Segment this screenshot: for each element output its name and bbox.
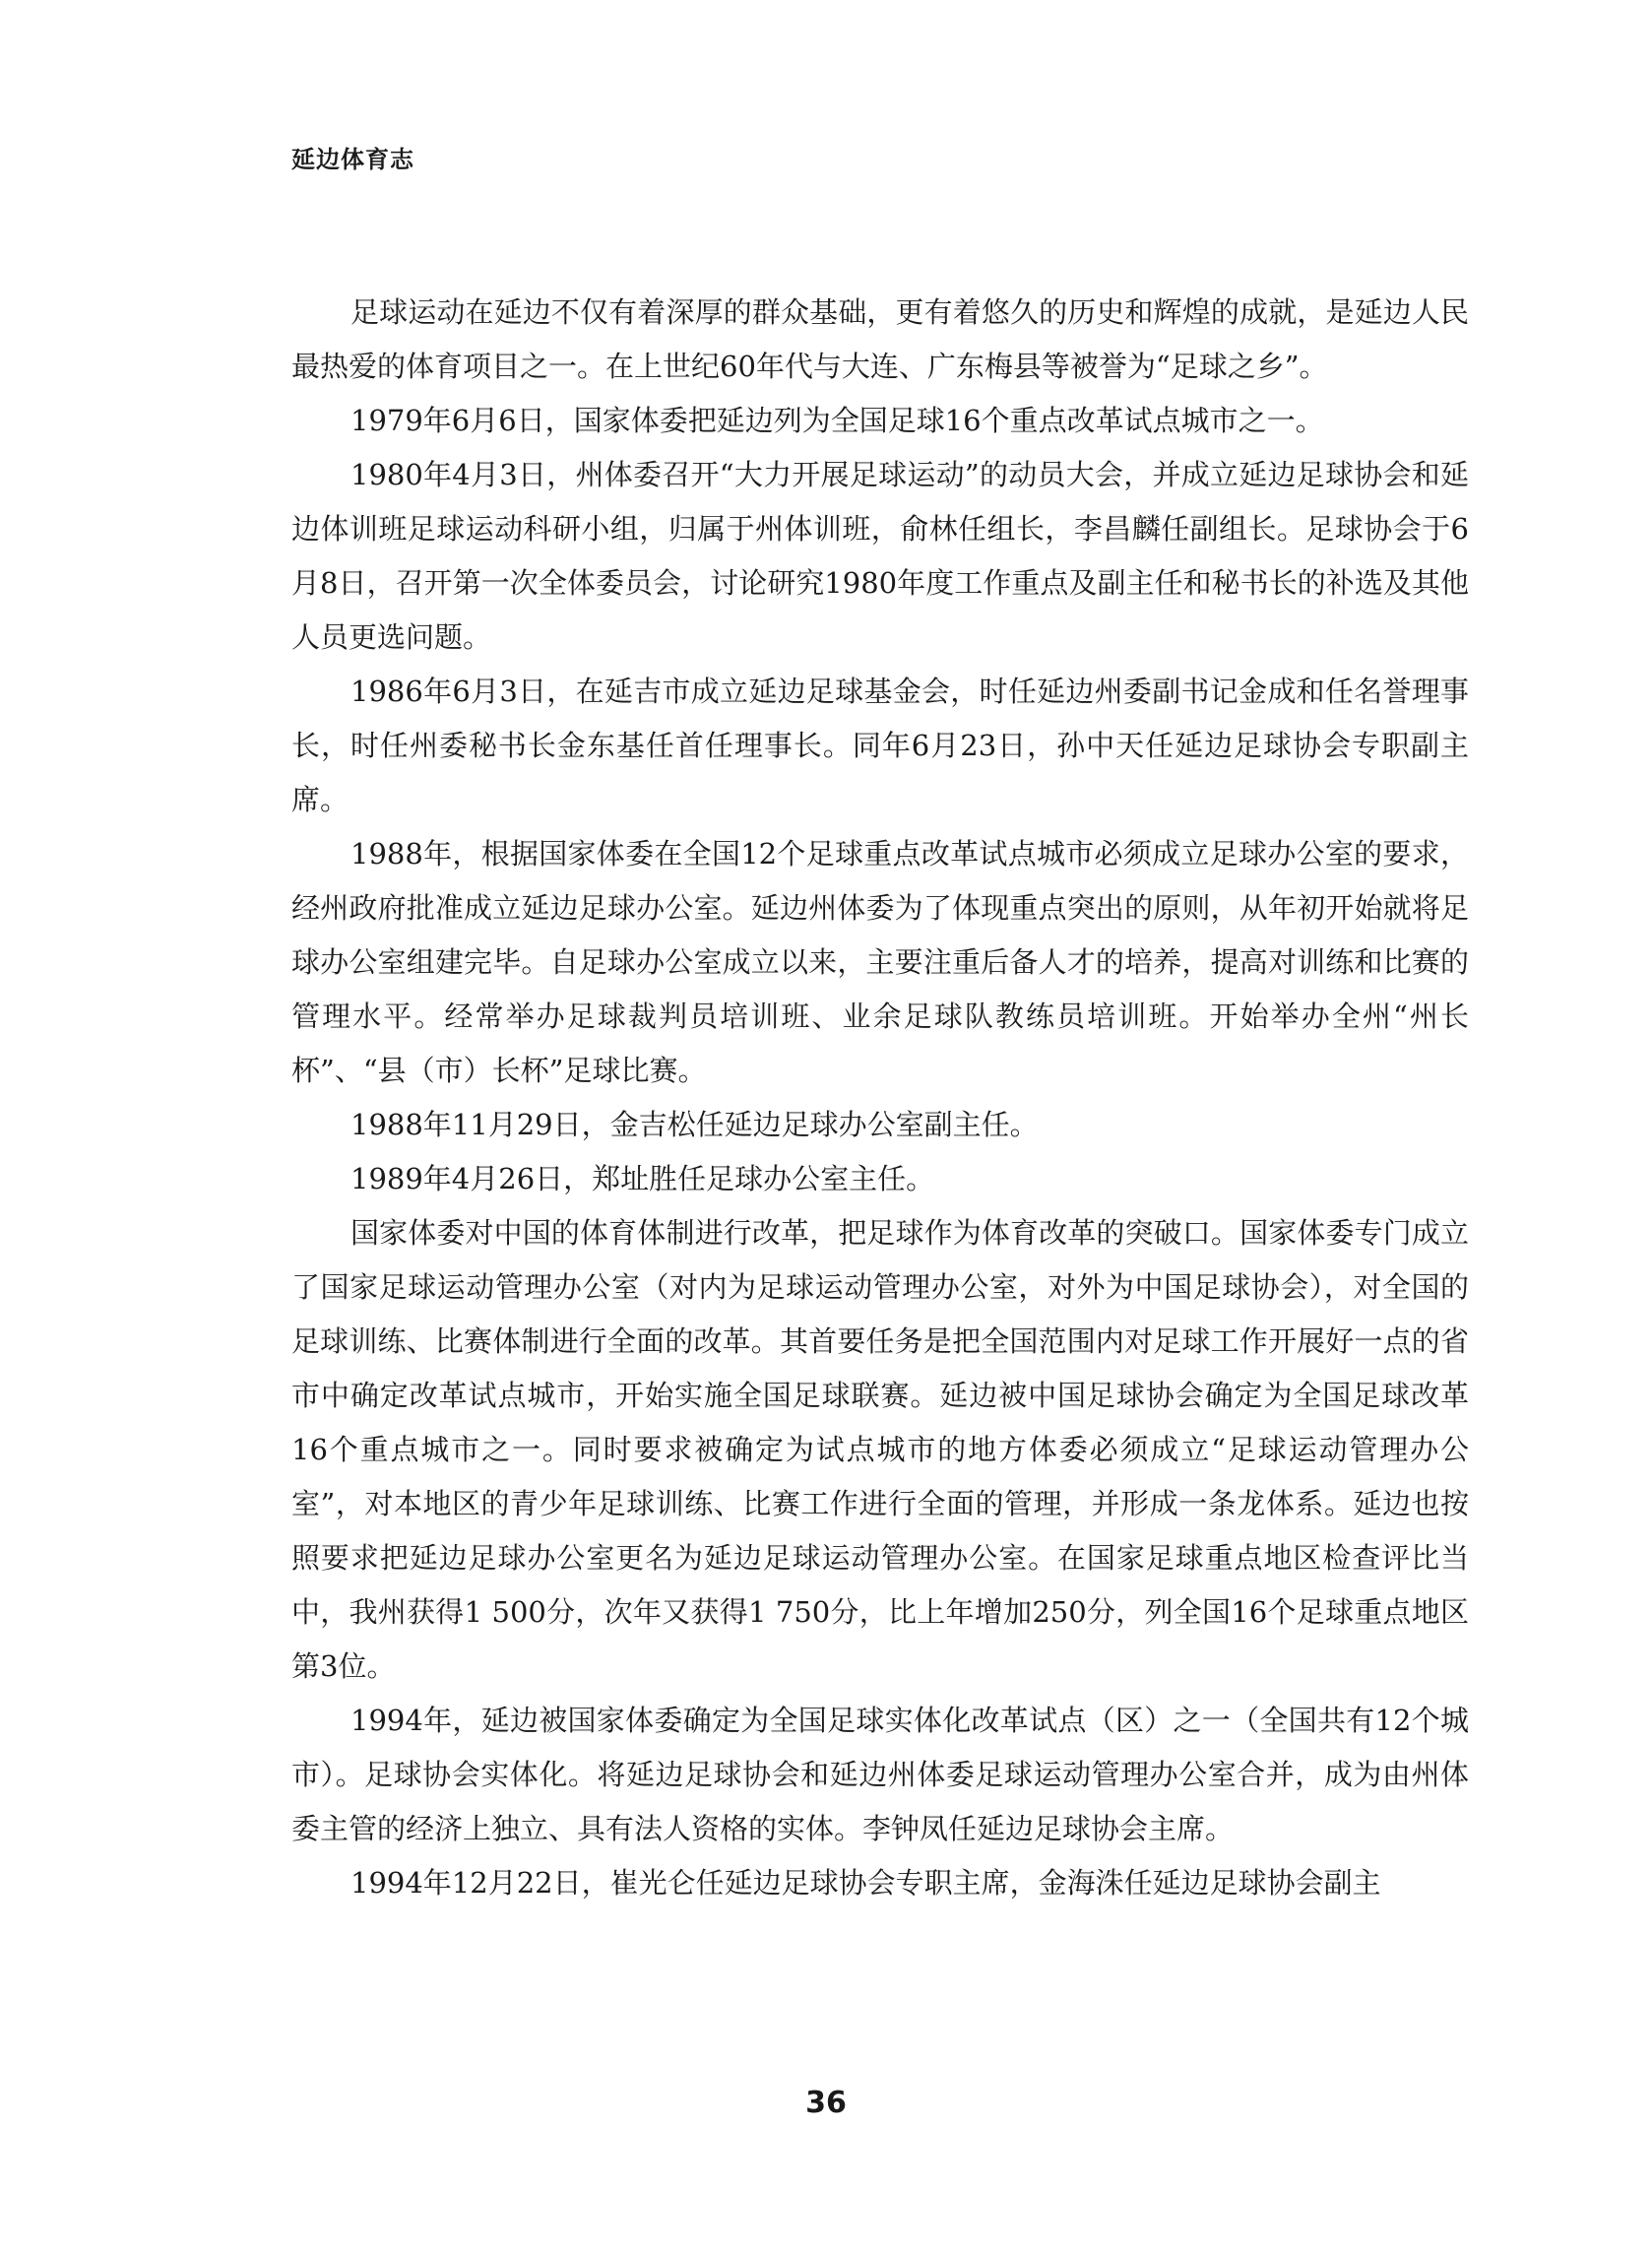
running-header: 延边体育志 [291, 146, 414, 173]
body-text [291, 286, 1469, 1910]
paragraph: 国家体委对中国的体育体制进行改革，把足球作为体育改革的突破口。国家体委专门成立了国家足球运动管理办公室（对内为足球运动管理办公室，对外为中国足球协会），对全国的足球训练、比赛体制进行全面的改革。其首要任务是把全国范围内对足球工作开展好一点的省市中确定改革试点城市，开始实施全国足球联赛。延边被中国足球协会确定为全国足球改革16个重点城市之一。同时要求被确定为试点城市的地方体委必须成立“足球运动管理办公室”，对本地区的青少年足球训练、比赛工作进行全面的管理，并形成一条龙体系。延边也按照要求把延边足球办公室更名为延边足球运动管理办公室。在国家足球重点地区检查评比当中，我州获得1 500分，次年又获得1 750分，比上年增加250分，列全国16个足球重点地区第3位。 [291, 1216, 1469, 1683]
paragraph: 1988年11月29日，金吉松任延边足球办公室副主任。 [350, 1108, 1039, 1141]
paragraph: 1979年6月6日，国家体委把延边列为全国足球16个重点改革试点城市之一。 [350, 404, 1324, 437]
paragraph: 1994年12月22日，崔光仑任延边足球协会专职主席，金海洙任延边足球协会副主 [350, 1866, 1381, 1900]
paragraph: 足球运动在延边不仅有着深厚的群众基础，更有着悠久的历史和辉煌的成就，是延边人民最热爱的体育项目之一。在上世纪60年代与大连、广东梅县等被誉为“足球之乡”。 [291, 295, 1469, 383]
paragraph: 1989年4月26日，郑址胜任足球办公室主任。 [350, 1162, 935, 1195]
page-number: 36 [805, 2086, 847, 2120]
paragraph: 1988年，根据国家体委在全国12个足球重点改革试点城市必须成立足球办公室的要求，经州政府批准成立延边足球办公室。延边州体委为了体现重点突出的原则，从年初开始就将足球办公室组建完毕。自足球办公室成立以来，主要注重后备人才的培养，提高对训练和比赛的管理水平。经常举办足球裁判员培训班、业余足球队教练员培训班。开始举办全州“州长杯”、“县（市）长杯”足球比赛。 [291, 837, 1469, 1087]
paragraph: 1994年，延边被国家体委确定为全国足球实体化改革试点（区）之一（全国共有12个城市）。足球协会实体化。将延边足球协会和延边州体委足球运动管理办公室合并，成为由州体委主管的经济上独立、具有法人资格的实体。李钟凤任延边足球协会主席。 [291, 1704, 1469, 1845]
paragraph: 1986年6月3日，在延吉市成立延边足球基金会，时任延边州委副书记金成和任名誉理事长，时任州委秘书长金东基任首任理事长。同年6月23日，孙中天任延边足球协会专职副主席。 [291, 675, 1469, 816]
paragraph: 1980年4月3日，州体委召开“大力开展足球运动”的动员大会，并成立延边足球协会和延边体训班足球运动科研小组，归属于州体训班，俞林任组长，李昌麟任副组长。足球协会于6月8日，召开第一次全体委员会，讨论研究1980年度工作重点及副主任和秘书长的补选及其他人员更选问题。 [291, 458, 1469, 654]
